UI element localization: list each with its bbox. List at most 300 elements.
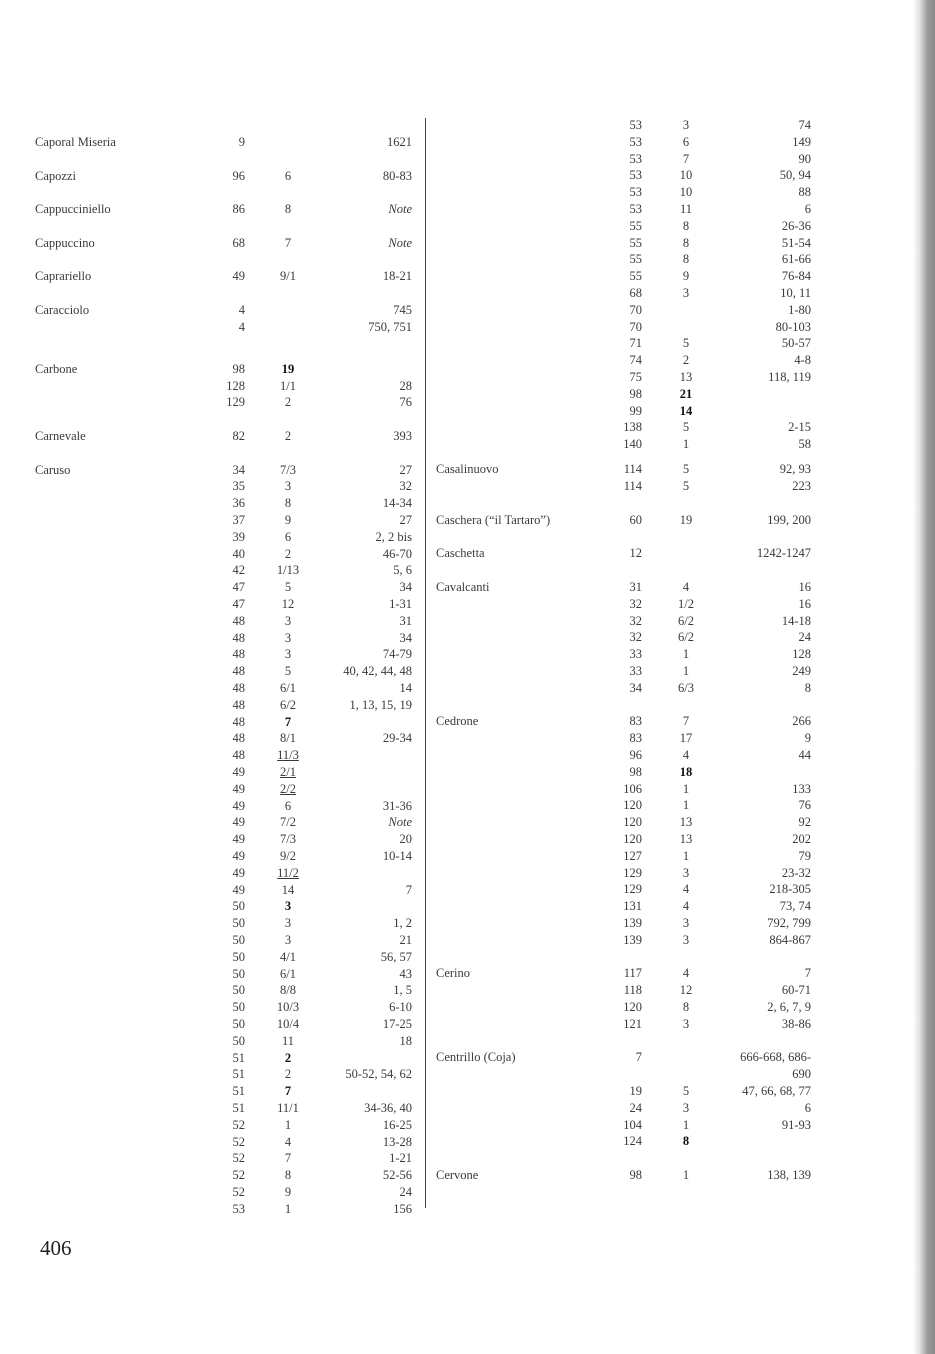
volume-number: 33 [629,647,642,662]
page-reference: 249 [792,664,811,678]
page-reference: 17-25 [382,1017,412,1031]
volume-number: 127 [623,848,642,863]
fascicle-number: 3 [284,647,292,662]
volume-number: 49 [232,849,245,863]
volume-number: 120 [623,832,642,846]
volume-number: 32 [629,596,642,611]
page-reference: 56, 57 [380,949,412,964]
volume-number: 49 [232,815,245,830]
page-reference: 79 [798,848,811,863]
fascicle-number: 2 [284,546,292,561]
fascicle-number: 1 [682,437,690,452]
fascicle-number: 11 [679,202,693,216]
fascicle-number: 13 [679,370,693,384]
page-reference: 13-28 [382,1134,412,1149]
fascicle-number: 8 [682,218,690,233]
volume-number: 53 [629,134,642,149]
volume-number: 48 [232,613,245,628]
fascicle-number: 3 [284,933,292,947]
page-reference: 138, 139 [767,1168,811,1182]
fascicle-number: 4 [682,899,690,914]
fascicle-number: 6 [284,798,292,813]
fascicle-number: 4/1 [280,949,296,964]
volume-number: 83 [629,714,642,729]
fascicle-number: 9 [682,269,690,284]
volume-number: 114 [623,479,642,494]
page-reference: 1-31 [389,597,412,611]
volume-number: 51 [232,1067,245,1082]
page-reference: 14-34 [382,496,412,511]
page-reference: Note [388,202,412,217]
page-reference: 16 [798,580,811,594]
volume-number: 52 [232,1134,245,1149]
volume-number: 32 [629,630,642,645]
volume-number: 49 [232,832,245,847]
volume-number: 50 [232,983,245,998]
fascicle-number: 4 [682,580,690,594]
volume-number: 51 [232,1084,245,1099]
page-reference: 199, 200 [767,512,811,527]
fascicle-number: 1/13 [276,563,300,578]
entry-name: Cerino [436,966,471,981]
fascicle-number: 9/1 [280,269,296,284]
page-reference: 223 [792,479,811,494]
fascicle-number: 7 [284,1151,292,1166]
page-reference: 149 [792,134,811,149]
fascicle-number: 1 [284,1117,292,1132]
volume-number: 114 [623,462,642,477]
volume-number: 55 [629,252,642,267]
page-reference: 50-52, 54, 62 [345,1067,412,1082]
fascicle-number: 6/2 [678,613,694,628]
volume-number: 4 [238,319,245,334]
page-reference: 92 [798,815,811,830]
volume-number: 35 [232,479,245,494]
volume-number: 120 [623,798,642,813]
volume-number: 53 [232,1201,245,1216]
volume-number: 82 [232,429,245,443]
fascicle-number: 6/2 [280,697,296,712]
volume-number: 106 [623,781,642,796]
volume-number: 50 [232,916,245,931]
volume-number: 50 [232,966,245,981]
page-reference: 76-84 [781,269,811,284]
volume-number: 98 [629,764,642,779]
volume-number: 53 [629,118,642,132]
fascicle-number: 9 [284,1185,292,1199]
fascicle-number: 2 [284,1067,292,1082]
page-reference: 7 [804,966,811,981]
volume-number: 50 [232,899,245,914]
page-reference: 118, 119 [768,370,811,384]
fascicle-number: 11/3 [277,748,299,763]
volume-number: 37 [232,513,245,527]
fascicle-number: 6/2 [678,630,694,645]
volume-number: 50 [232,1033,245,1048]
page-reference: 750, 751 [368,319,412,334]
volume-number: 120 [623,815,642,830]
page-reference: 74 [798,118,811,132]
page-reference: 18-21 [382,269,412,284]
volume-number: 51 [232,1050,245,1065]
volume-number: 50 [232,1000,245,1015]
page-reference: 52-56 [382,1168,412,1183]
fascicle-number: 3 [682,1016,690,1031]
page-reference: 74-79 [382,647,412,662]
volume-number: 128 [226,378,245,393]
volume-number: 31 [629,580,642,594]
entry-name: Carbone [35,361,78,376]
page-reference: 34-36, 40 [364,1101,412,1115]
volume-number: 55 [629,269,642,284]
fascicle-number: 19 [679,512,693,527]
fascicle-number: 3 [682,1100,690,1115]
page-reference: 266 [792,714,811,729]
fascicle-number: 8/8 [280,983,296,998]
page-reference: 156 [393,1201,412,1216]
fascicle-number: 3 [682,916,690,930]
volume-number: 49 [232,798,245,813]
volume-number: 68 [629,286,642,300]
page-reference: 2-15 [788,420,811,435]
page-reference: 80-103 [775,319,811,334]
page-reference: 88 [798,185,811,200]
page-reference: 58 [798,437,811,452]
page-reference: 218-305 [769,882,811,897]
page-reference: 1, 2 [393,916,412,931]
entry-name: Caschetta [436,546,485,561]
volume-number: 50 [232,933,245,947]
fascicle-number: 2 [682,353,690,368]
fascicle-number: 1 [682,1168,690,1182]
fascicle-number: 2/2 [280,781,296,796]
fascicle-number: 18 [679,764,693,779]
fascicle-number: 11 [281,1033,295,1048]
entry-name: Cavalcanti [436,580,490,594]
volume-number: 49 [232,781,245,796]
entry-name: Caschera (“il Tartaro”) [436,512,551,527]
volume-number: 71 [629,336,642,351]
page-reference: 18 [399,1033,412,1048]
page-reference: 38-86 [781,1016,811,1031]
volume-number: 68 [232,235,245,250]
volume-number: 75 [629,370,642,384]
volume-number: 96 [629,748,642,762]
page-reference: 24 [798,630,811,645]
fascicle-number: 6/3 [678,680,694,695]
fascicle-number: 1/2 [678,596,694,611]
volume-number: 48 [232,748,245,763]
page-reference: 2, 2 bis [375,529,412,544]
page-reference: 1-21 [389,1151,412,1166]
volume-number: 7 [635,1050,642,1065]
fascicle-number: 6/1 [280,966,296,981]
volume-number: 49 [232,882,245,897]
fascicle-number: 3 [682,932,690,947]
page-reference: 6 [804,1100,811,1115]
volume-number: 70 [629,319,642,334]
volume-number: 48 [232,647,245,662]
page-reference: 27 [399,513,412,527]
fascicle-number: 8 [682,1134,690,1149]
fascicle-number: 7 [284,714,292,729]
fascicle-number: 7/2 [280,815,296,830]
entry-name: Caruso [35,462,71,477]
volume-number: 55 [629,218,642,233]
volume-number: 98 [232,361,245,376]
entry-name: Cappuccino [35,235,95,250]
fascicle-number: 6/1 [280,681,296,695]
volume-number: 4 [238,303,245,317]
fascicle-number: 3 [284,479,292,494]
fascicle-number: 2 [284,1050,292,1065]
page-reference: 29-34 [382,731,412,746]
volume-number: 139 [623,916,642,930]
fascicle-number: 21 [679,386,693,401]
fascicle-number: 4 [284,1134,292,1149]
volume-number: 104 [623,1117,642,1132]
volume-number: 140 [623,437,642,452]
fascicle-number: 10/4 [276,1017,300,1031]
page-reference: 21 [399,933,412,947]
fascicle-number: 5 [682,1084,690,1098]
page-reference: 60-71 [781,983,811,998]
fascicle-number: 1 [284,1201,292,1216]
entry-name: Caporal Miseria [35,135,116,149]
fascicle-number: 8 [682,1000,690,1014]
volume-number: 49 [232,865,245,880]
volume-number: 124 [623,1134,642,1149]
volume-number: 48 [232,681,245,695]
volume-number: 52 [232,1168,245,1183]
entry-name: Cappucciniello [35,202,111,217]
fascicle-number: 13 [679,832,693,846]
fascicle-number: 4 [682,882,690,897]
volume-number: 131 [623,899,642,914]
fascicle-number: 1/1 [280,378,296,393]
page-reference: Note [388,235,412,250]
page-reference: 4-8 [794,353,811,368]
page-reference: 76 [798,798,811,813]
fascicle-number: 11/1 [277,1101,299,1115]
volume-number: 53 [629,168,642,183]
page-reference: 61-66 [781,252,811,267]
volume-number: 19 [629,1084,642,1098]
page-reference: 202 [792,832,811,846]
page-reference: 16 [798,596,811,611]
page-reference: 80-83 [382,168,412,183]
volume-number: 40 [232,546,245,561]
volume-number: 138 [623,420,642,435]
page-reference: 92, 93 [779,462,811,477]
volume-number: 129 [623,865,642,880]
page-reference: Note [388,815,412,830]
volume-number: 86 [232,202,245,217]
fascicle-number: 7 [682,151,690,166]
volume-number: 96 [232,168,245,183]
page-reference: 27 [399,462,412,477]
fascicle-number: 1 [682,647,690,662]
page-reference: 51-54 [781,235,811,250]
volume-number: 49 [232,269,245,284]
fascicle-number: 12 [281,597,295,611]
volume-number: 50 [232,949,245,964]
volume-number: 121 [623,1016,642,1031]
fascicle-number: 10 [679,168,693,183]
volume-number: 53 [629,185,642,200]
page-reference: 40, 42, 44, 48 [343,664,412,679]
volume-number: 47 [232,580,245,595]
page-reference: 1, 13, 15, 19 [349,697,412,712]
page-reference: 10, 11 [780,286,811,300]
volume-number: 118 [623,983,642,998]
volume-number: 52 [232,1185,245,1199]
fascicle-number: 9 [284,513,292,527]
fascicle-number: 5 [284,664,292,679]
volume-number: 50 [232,1017,245,1031]
page-reference: 9 [804,731,811,746]
volume-number: 53 [629,202,642,216]
page-reference: 20 [399,832,412,847]
entry-name: Centrillo (Coja) [436,1050,516,1065]
fascicle-number: 3 [284,630,292,645]
page-reference: 46-70 [382,546,412,561]
entry-name: Casalinuovo [436,462,499,477]
volume-number: 120 [623,1000,642,1014]
volume-number: 129 [226,395,245,410]
volume-number: 47 [232,597,245,611]
fascicle-number: 5 [682,462,690,477]
volume-number: 36 [232,496,245,511]
page-reference: 24 [399,1185,412,1199]
fascicle-number: 5 [284,580,292,595]
fascicle-number: 8 [284,202,292,217]
page-reference: 26-36 [781,218,811,233]
page-reference: 10-14 [382,849,412,863]
volume-number: 48 [232,714,245,729]
fascicle-number: 5 [682,420,690,435]
volume-number: 99 [629,403,642,418]
volume-number: 117 [623,966,642,981]
fascicle-number: 8/1 [280,731,296,746]
page-reference: 8 [804,680,811,695]
volume-number: 48 [232,630,245,645]
page-reference: 1, 5 [393,983,412,998]
fascicle-number: 1 [682,798,690,813]
page-reference: 47, 66, 68, 77 [742,1084,811,1098]
fascicle-number: 13 [679,815,693,830]
entry-name: Carnevale [35,429,86,443]
fascicle-number: 7 [284,1084,292,1099]
volume-number: 98 [629,1168,642,1182]
fascicle-number: 14 [679,403,693,418]
page-reference: 1242-1247 [756,546,811,561]
fascicle-number: 7/3 [280,832,296,847]
volume-number: 70 [629,302,642,317]
volume-number: 24 [629,1100,642,1115]
volume-number: 48 [232,664,245,679]
volume-number: 52 [232,1151,245,1166]
page-reference: 6 [804,202,811,216]
page-reference: 14 [399,681,412,695]
volume-number: 98 [629,386,642,401]
fascicle-number: 9/2 [280,849,296,863]
fascicle-number: 3 [682,865,690,880]
entry-name: Cervone [436,1168,479,1182]
page-reference: 44 [798,748,811,762]
page-edge-shadow [913,0,935,1354]
page-reference: 34 [399,580,412,595]
volume-number: 32 [629,613,642,628]
page-reference: 31-36 [382,798,412,813]
fascicle-number: 7 [284,235,292,250]
volume-number: 129 [623,882,642,897]
volume-number: 52 [232,1117,245,1132]
page-reference: 745 [393,303,412,317]
volume-number: 33 [629,664,642,678]
volume-number: 74 [629,353,642,368]
volume-number: 51 [232,1101,245,1115]
volume-number: 55 [629,235,642,250]
page-reference: 792, 799 [767,916,811,930]
fascicle-number: 11/2 [277,865,299,880]
volume-number: 49 [232,765,245,779]
page-reference: 690 [792,1067,811,1082]
fascicle-number: 4 [682,966,690,981]
fascicle-number: 1 [682,664,690,678]
page-reference: 23-32 [781,865,811,880]
page-reference: 90 [798,151,811,166]
page-reference: 2, 6, 7, 9 [767,1000,811,1014]
page-reference: 43 [399,966,412,981]
fascicle-number: 8 [284,496,292,511]
volume-number: 60 [629,512,642,527]
page-reference: 1-80 [788,302,811,317]
fascicle-number: 12 [679,983,693,998]
fascicle-number: 14 [281,882,295,897]
page-reference: 50-57 [781,336,811,351]
fascicle-number: 3 [284,899,292,914]
volume-number: 139 [623,932,642,947]
fascicle-number: 10 [679,185,693,200]
page-reference: 864-867 [769,932,811,947]
page-reference: 133 [792,781,811,796]
page-reference: 28 [399,378,412,393]
volume-number: 34 [232,462,245,477]
entry-name: Capozzi [35,168,76,183]
page-reference: 76 [399,395,412,410]
volume-number: 39 [232,529,245,544]
fascicle-number: 2 [284,429,292,443]
volume-number: 34 [629,680,642,695]
entry-name: Caracciolo [35,303,90,317]
fascicle-number: 3 [284,916,292,931]
fascicle-number: 1 [682,1117,690,1132]
page-reference: 50, 94 [779,168,811,183]
page-reference: 31 [399,613,412,628]
page-reference: 14-18 [781,613,811,628]
page-reference: 5, 6 [393,563,412,578]
fascicle-number: 10/3 [276,1000,300,1015]
fascicle-number: 6 [682,134,690,149]
fascicle-number: 7 [682,714,690,729]
fascicle-number: 1 [682,781,690,796]
page-reference: 666-668, 686- [740,1050,811,1065]
fascicle-number: 8 [682,235,690,250]
fascicle-number: 1 [682,848,690,863]
fascicle-number: 17 [679,731,693,746]
fascicle-number: 2/1 [280,765,296,779]
